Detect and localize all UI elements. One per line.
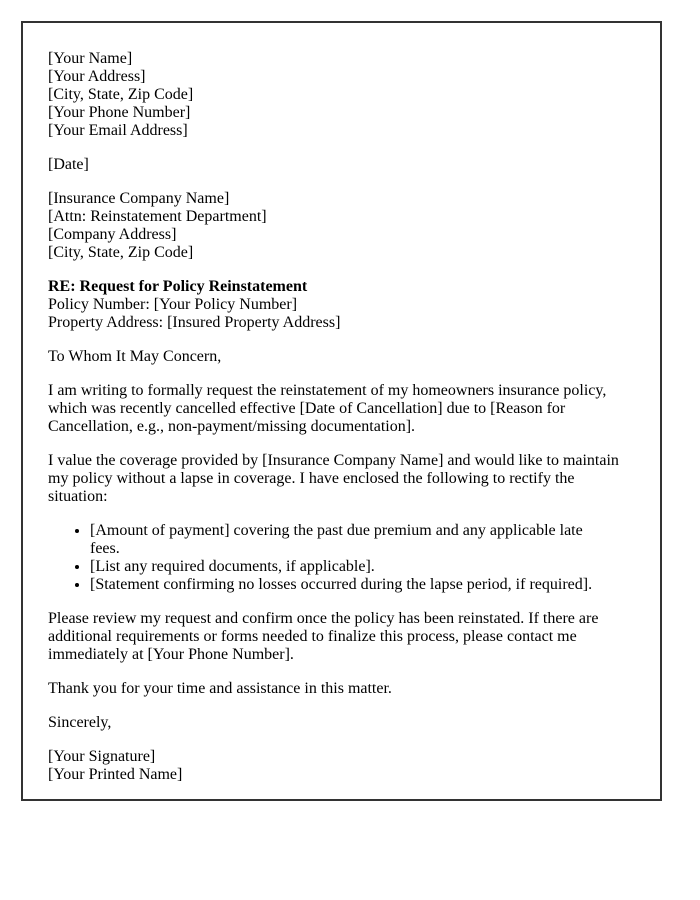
sender-block <box>48 50 634 140</box>
paragraph-thanks: Thank you for your time and assistance in this matter. <box>48 680 392 697</box>
letter-border-frame <box>21 21 662 801</box>
sender-address: [Your Address] <box>48 68 146 85</box>
recipient-block <box>48 190 634 262</box>
signature-line: [Your Signature] <box>48 748 156 765</box>
sender-phone: [Your Phone Number] <box>48 104 191 121</box>
list-item-statement: • [Statement confirming no losses occurred during the lapse period, if required]. <box>90 576 608 594</box>
letter-body <box>23 23 660 784</box>
sender-city-state-zip: [City, State, Zip Code] <box>48 86 194 103</box>
recipient-company-address: [Company Address] <box>48 226 177 243</box>
paragraph-intro: I am writing to formally request the reinstatement of my homeowners insurance policy, which was recently cancelled effective [Date of Cancellation] due to [Reason for Cancellation, e.g., non-payment/missing documentation]. <box>48 382 607 435</box>
sender-name: [Your Name] <box>48 50 133 67</box>
list-item-payment: • [Amount of payment] covering the past due premium and any applicable late fees. <box>90 522 608 558</box>
subject-re-line: RE: Request for Policy Reinstatement <box>48 278 308 295</box>
enclosures-list <box>48 522 608 594</box>
salutation: To Whom It May Concern, <box>48 348 222 365</box>
printed-name-line: [Your Printed Name] <box>48 766 183 783</box>
signature-block <box>48 748 634 784</box>
subject-property-address: Property Address: [Insured Property Address] <box>48 314 341 331</box>
sender-email: [Your Email Address] <box>48 122 188 139</box>
sign-off: Sincerely, <box>48 714 112 731</box>
list-item-documents: • [List any required documents, if applicable]. <box>90 558 608 576</box>
recipient-attn: [Attn: Reinstatement Department] <box>48 208 267 225</box>
recipient-company-name: [Insurance Company Name] <box>48 190 230 207</box>
paragraph-review: Please review my request and confirm once the policy has been reinstated. If there are additional requirements or forms needed to finalize this process, please contact me immediately at [Your Phone Number]. <box>48 610 599 663</box>
recipient-city-state-zip: [City, State, Zip Code] <box>48 244 194 261</box>
subject-block <box>48 278 634 332</box>
paragraph-value: I value the coverage provided by [Insurance Company Name] and would like to maintain my policy without a lapse in coverage. I have enclosed the following to rectify the situation: <box>48 452 619 505</box>
subject-policy-number: Policy Number: [Your Policy Number] <box>48 296 298 313</box>
date-line: [Date] <box>48 156 89 173</box>
